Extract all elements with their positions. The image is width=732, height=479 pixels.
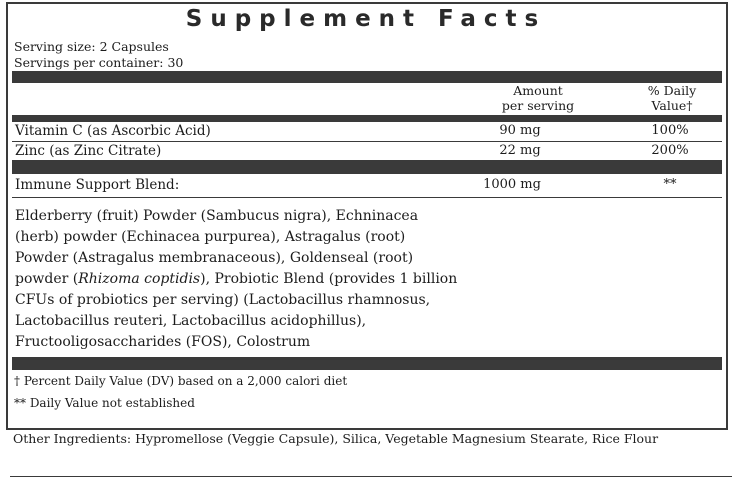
ingredient-text: powder (	[15, 271, 79, 287]
footnote-daily-value: † Percent Daily Value (DV) based on a 2,000 calori diet	[14, 374, 348, 388]
blend-daily-value: **	[663, 177, 677, 192]
ingredient-line: Powder (Astragalus membranaceous), Goldenseal (root)	[15, 250, 414, 266]
serving-size: Serving size: 2 Capsules	[14, 39, 169, 54]
blend-divider	[12, 197, 722, 198]
thick-divider-middle	[12, 160, 722, 174]
daily-value-header-line2: Value†	[651, 98, 693, 113]
ingredient-text: ), Probiotic Blend (provides 1 billion	[200, 271, 458, 287]
servings-per-container: Servings per container: 30	[14, 55, 184, 70]
nutrient-amount: 22 mg	[499, 143, 541, 158]
ingredient-italic-name: Rhizoma coptidis	[78, 271, 201, 287]
panel-title: Supplement Facts	[185, 6, 547, 32]
ingredient-line: Lactobacillus reuteri, Lactobacillus acidophillus),	[15, 313, 367, 329]
other-ingredients: Other Ingredients: Hypromellose (Veggie Capsule), Silica, Vegetable Magnesium Stearate, Rice Flour	[13, 431, 659, 446]
ingredient-line	[15, 269, 535, 290]
nutrient-name: Vitamin C (as Ascorbic Acid)	[15, 123, 211, 139]
thick-divider-top	[12, 71, 722, 83]
blend-name: Immune Support Blend:	[15, 177, 180, 193]
nutrient-daily-value: 100%	[651, 123, 689, 138]
ingredient-line: Elderberry (fruit) Powder (Sambucus nigra), Echninacea	[15, 208, 419, 224]
medium-divider-header	[12, 115, 722, 122]
ingredient-line: Fructooligosaccharides (FOS), Colostrum	[15, 334, 311, 350]
daily-value-header-line1: % Daily	[647, 83, 697, 98]
ingredient-line: (herb) powder (Echinacea purpurea), Astragalus (root)	[15, 229, 406, 245]
amount-header-line1: Amount	[513, 83, 563, 98]
nutrient-amount: 90 mg	[499, 123, 541, 138]
thick-divider-bottom	[12, 357, 722, 370]
blend-ingredient-list	[15, 206, 535, 353]
footnote-not-established: ** Daily Value not established	[14, 396, 195, 410]
nutrient-name: Zinc (as Zinc Citrate)	[15, 143, 162, 159]
row-divider	[12, 141, 722, 142]
ingredient-line: CFUs of probiotics per serving) (Lactobacillus rhamnosus,	[15, 292, 431, 308]
nutrient-daily-value: 200%	[651, 143, 689, 158]
amount-header-line2: per serving	[501, 98, 575, 113]
bottom-rule	[10, 476, 732, 477]
blend-amount: 1000 mg	[483, 177, 541, 192]
